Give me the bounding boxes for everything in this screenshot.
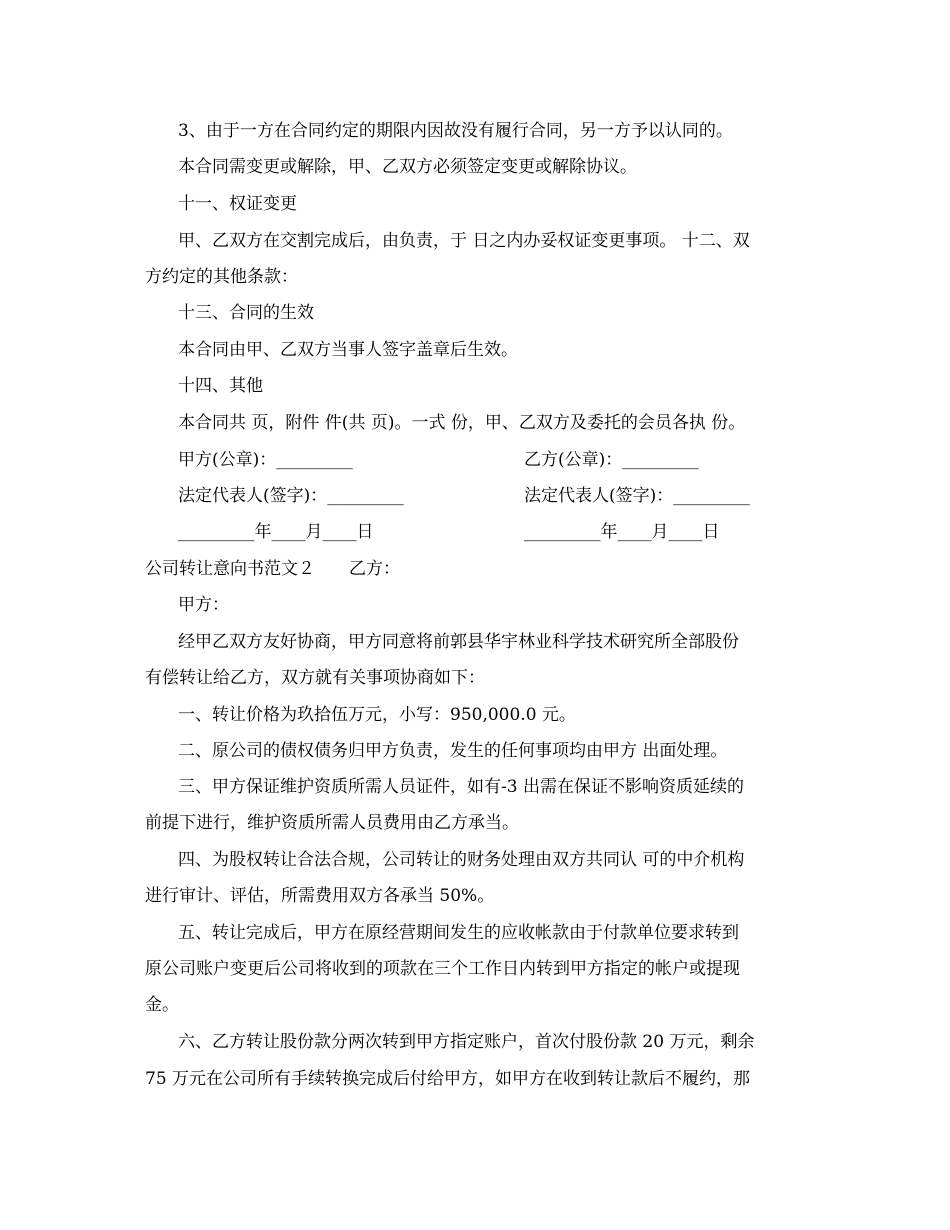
body-line: 75 万元在公司所有手续转换完成后付给甲方，如甲方在收到转让款后不履约，那 [145,1069,751,1089]
body-line: 三、甲方保证维护资质所需人员证件，如有-3 出需在保证不影响资质延续的 [178,777,744,797]
body-line: 原公司账户变更后公司将收到的项款在三个工作日内转到甲方指定的帐户或提现 [145,959,740,979]
body-line: 五、转让完成后，甲方在原经营期间发生的应收帐款由于付款单位要求转到 [178,923,739,943]
party-b-date: _________年____月____日 [524,522,720,542]
party-b-seal: 乙方(公章)：_________ [524,450,699,470]
clause-line: 3、由于一方在合同约定的期限内因故没有履行合同，另一方予以认同的。 [178,121,733,141]
body-line: 一、转让价格为玖拾伍万元，小写：950,000.0 元。 [178,705,576,725]
clause-line: 甲、乙双方在交割完成后，由负责，于 日之内办妥权证变更事项。 十二、双 [178,231,750,251]
party-a-representative: 法定代表人(签字)：_________ [178,486,404,506]
party-a-label: 甲方： [178,595,229,615]
body-line: 有偿转让给乙方，双方就有关事项协商如下： [145,668,485,688]
section-heading: 十一、权证变更 [178,194,297,214]
clause-line: 本合同需变更或解除，甲、乙双方必须签定变更或解除协议。 [178,157,637,177]
body-line: 经甲乙双方友好协商，甲方同意将前郭县华宇林业科学技术研究所全部股份 [178,632,739,652]
clause-line: 本合同由甲、乙双方当事人签字盖章后生效。 [178,340,518,360]
party-b-representative: 法定代表人(签字)：_________ [524,486,750,506]
document-title: 公司转让意向书范文２ 乙方： [145,559,400,579]
body-line: 金。 [145,995,179,1015]
clause-line: 本合同共 页，附件 件(共 页)。一式 份，甲、乙双方及委托的会员各执 份。 [178,413,746,433]
clause-line: 方约定的其他条款： [145,267,298,287]
body-line: 前提下进行，维护资质所需人员费用由乙方承当。 [145,813,519,833]
body-line: 四、为股权转让合法合规，公司转让的财务处理由双方共同认 可的中介机构 [178,850,745,870]
body-line: 二、原公司的债权债务归甲方负责，发生的任何事项均由甲方 出面处理。 [178,741,728,761]
section-heading: 十三、合同的生效 [178,303,314,323]
section-heading: 十四、其他 [178,376,263,396]
party-a-date: _________年____月____日 [178,522,374,542]
body-line: 进行审计、评估，所需费用双方各承当 50%。 [145,886,495,906]
party-a-seal: 甲方(公章)：_________ [178,450,353,470]
body-line: 六、乙方转让股份款分两次转到甲方指定账户，首次付股份款 20 万元，剩余 [178,1032,755,1052]
